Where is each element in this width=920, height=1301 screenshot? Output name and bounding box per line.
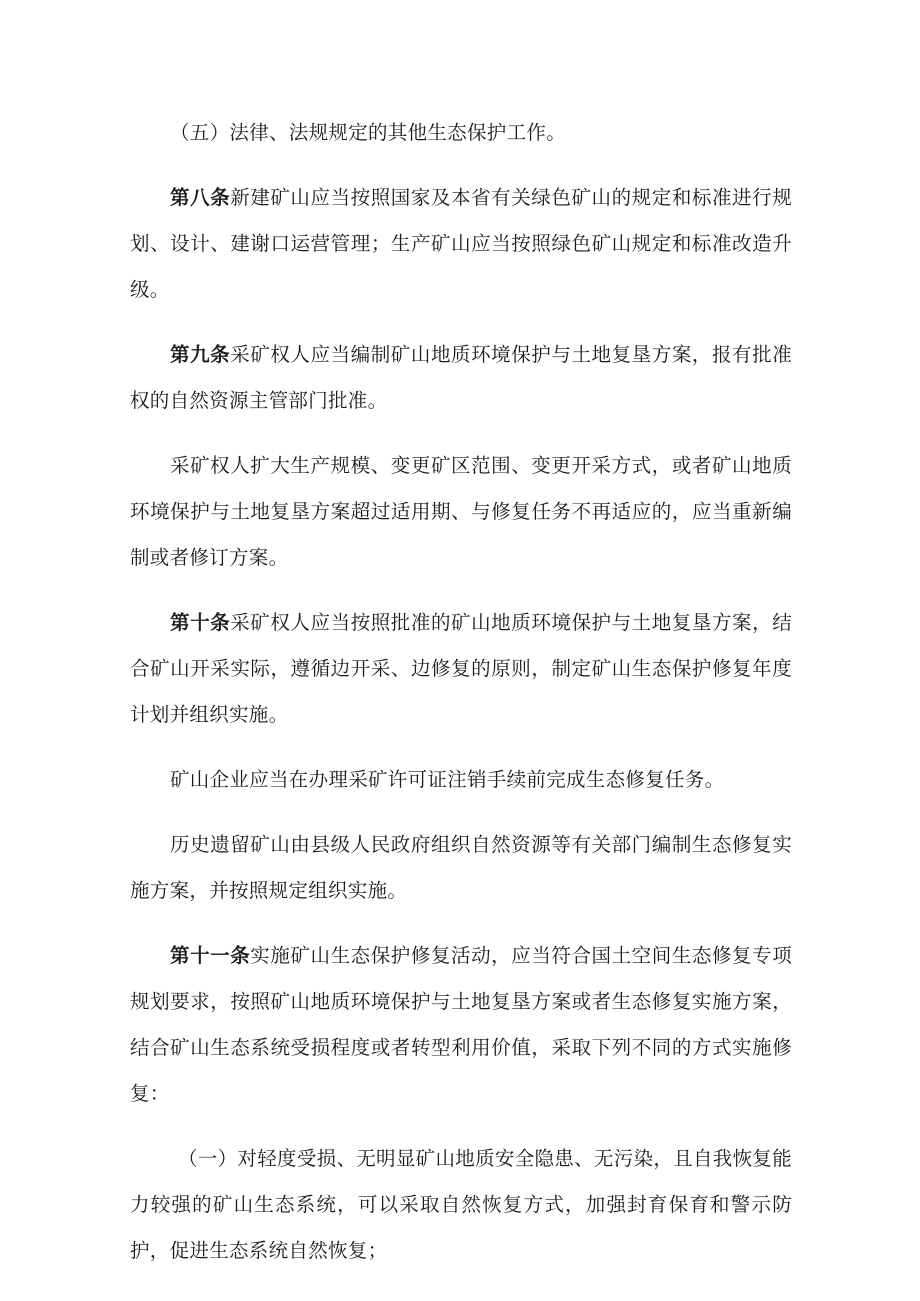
paragraph-article-10-clause-3 [130, 822, 792, 914]
paragraph-text: 新建矿山应当按照国家及本省有关绿色矿山的规定和标准进行规划、设计、建谢口运营管理；生产矿山应当按照绿色矿山规定和标准改造升级。 [130, 186, 792, 301]
article-number: 第十条 [170, 611, 231, 634]
article-number: 第九条 [170, 343, 231, 366]
paragraph-article-9 [130, 332, 792, 424]
paragraph-article-8 [130, 175, 792, 313]
paragraph-article-10-clause-2 [130, 757, 792, 803]
paragraph-text: 采矿权人应当编制矿山地质环境保护与土地复垦方案，报有批准权的自然资源主管部门批准。 [130, 343, 792, 412]
paragraph-item-5 [130, 110, 792, 156]
article-number: 第八条 [170, 186, 231, 209]
paragraph-article-9-clause-2 [130, 443, 792, 581]
paragraph-text: 采矿权人扩大生产规模、变更矿区范围、变更开采方式，或者矿山地质环境保护与土地复垦方案超过适用期、与修复任务不再适应的，应当重新编制或者修订方案。 [130, 454, 792, 569]
paragraph-text: （五）法律、法规规定的其他生态保护工作。 [170, 121, 567, 144]
document-body [130, 110, 792, 1293]
paragraph-text: 历史遗留矿山由县级人民政府组织自然资源等有关部门编制生态修复实施方案，并按照规定组织实施。 [130, 833, 792, 902]
paragraph-text: 采矿权人应当按照批准的矿山地质环境保护与土地复垦方案，结合矿山开采实际，遵循边开采、边修复的原则，制定矿山生态保护修复年度计划并组织实施。 [130, 611, 792, 726]
article-number: 第十一条 [170, 944, 251, 967]
paragraph-article-11 [130, 933, 792, 1117]
paragraph-text: 实施矿山生态保护修复活动，应当符合国土空间生态修复专项规划要求，按照矿山地质环境保护与土地复垦方案或者生态修复实施方案，结合矿山生态系统受损程度或者转型利用价值，采取下列不同的方式实施修复： [130, 944, 792, 1105]
paragraph-text: （一）对轻度受损、无明显矿山地质安全隐患、无污染，且自我恢复能力较强的矿山生态系统，可以采取自然恢复方式，加强封育保育和警示防护，促进生态系统自然恢复； [130, 1147, 792, 1262]
paragraph-text: 矿山企业应当在办理采矿许可证注销手续前完成生态修复任务。 [170, 768, 725, 791]
paragraph-article-10 [130, 600, 792, 738]
paragraph-article-11-item-1 [130, 1136, 792, 1274]
